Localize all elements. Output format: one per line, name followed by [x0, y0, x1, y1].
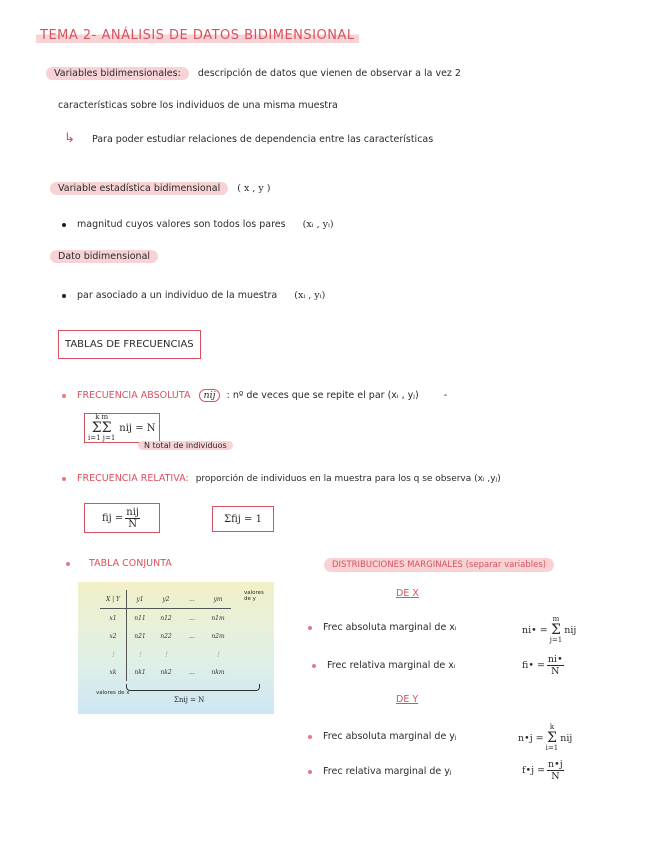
- sum-top: k: [549, 723, 555, 731]
- x-rel-text: Frec relativa marginal de xᵢ: [327, 660, 456, 671]
- freq-abs-line: [62, 390, 447, 401]
- x-abs-line: [308, 622, 457, 633]
- table-header-row: [100, 590, 231, 609]
- freq-rel-label: FRECUENCIA RELATIVA:: [77, 473, 189, 484]
- table-cell: y1: [127, 590, 154, 609]
- table-cell: X | Y: [100, 590, 127, 609]
- table-cell: n22: [160, 632, 172, 640]
- y-rel-den: N: [551, 771, 560, 782]
- variable-bullet-text: magnitud cuyos valores son todos los pares: [77, 219, 286, 230]
- y-rel-formula: [522, 759, 566, 782]
- table-row: [100, 645, 231, 663]
- freq-abs-desc: : nº de veces que se repite el par (xᵢ , yⱼ): [226, 390, 419, 401]
- table-cell: n21: [134, 632, 146, 640]
- bullet-icon: [66, 562, 70, 566]
- table-cell: n11: [134, 614, 146, 622]
- table-row: [100, 609, 231, 628]
- page-title: TEMA 2- ANÁLISIS DE DATOS BIDIMENSIONAL: [36, 28, 359, 43]
- variable-bullet: [62, 219, 334, 230]
- table-note-left: valores de x: [96, 690, 130, 696]
- dato-heading-line: [50, 251, 158, 262]
- y-rel-fraction: [547, 759, 564, 782]
- freq-rel-fraction: [125, 507, 140, 530]
- bullet-icon: [62, 294, 66, 298]
- bullet-icon: [308, 735, 312, 739]
- freq-abs-dash: -: [443, 390, 448, 401]
- table-cell: n12: [160, 614, 172, 622]
- dato-bullet-math: (xᵢ , yᵢ): [294, 290, 326, 301]
- y-abs-text: Frec absoluta marginal de yⱼ: [323, 731, 457, 742]
- sigma-icon: Σ: [551, 622, 561, 638]
- freq-rel-num: nij: [126, 506, 140, 518]
- x-abs-text: Frec absoluta marginal de xᵢ: [323, 622, 457, 633]
- x-rel-num: ni•: [547, 654, 563, 665]
- table-cell: ...: [179, 590, 205, 609]
- x-rel-den: N: [551, 666, 560, 677]
- brace-line: [126, 684, 260, 691]
- joint-table-image: [78, 582, 274, 714]
- y-rel-lhs: f•j =: [522, 765, 546, 776]
- table-cell: ⋮: [163, 650, 169, 658]
- sum-top: m: [552, 615, 560, 623]
- tablas-heading-box: TABLAS DE FRECUENCIAS: [58, 330, 201, 359]
- sigma-icon: ΣΣ: [91, 420, 112, 436]
- x-rel-fraction: [547, 654, 564, 677]
- freq-rel-den: N: [128, 518, 138, 530]
- dato-heading: Dato bidimensional: [50, 250, 158, 263]
- freq-rel-desc: proporción de individuos en la muestra para los q se observa (xᵢ ,yⱼ): [195, 474, 501, 484]
- dato-bullet-text: par asociado a un individuo de la muestra: [77, 290, 278, 301]
- intro-text-1: descripción de datos que vienen de observar a la vez 2: [197, 68, 461, 79]
- intro-arrow-line: [64, 131, 433, 146]
- freq-rel-formula-box: [84, 503, 160, 533]
- table-cell: x2: [100, 627, 127, 645]
- table-cell: nk1: [134, 668, 146, 676]
- y-rel-num: n•j: [548, 759, 563, 770]
- x-rel-lhs: fi• =: [522, 660, 545, 671]
- arrow-icon: ↳: [64, 131, 75, 146]
- y-abs-formula: [518, 724, 572, 752]
- sum-bottom: j=1: [549, 636, 563, 644]
- freq-rel-line: [62, 473, 501, 484]
- table-cell: ⋮: [100, 645, 127, 663]
- freq-abs-note: N total de individuos: [138, 441, 233, 450]
- tabla-conjunta-label: TABLA CONJUNTA: [89, 558, 172, 569]
- de-y-heading: DE Y: [396, 694, 419, 705]
- sum-bottom: i=1: [545, 744, 559, 752]
- sum-operator: [546, 724, 559, 752]
- bullet-icon: [62, 394, 66, 398]
- variable-heading-line: [50, 183, 271, 194]
- table-cell: ...: [189, 632, 195, 640]
- table-cell: n1m: [211, 614, 225, 622]
- table-cell: nk2: [160, 668, 172, 676]
- x-rel-line: [312, 660, 456, 671]
- y-rel-line: [308, 766, 452, 777]
- table-cell: ym: [205, 590, 231, 609]
- de-x-heading: DE X: [396, 588, 419, 599]
- variable-heading: Variable estadística bidimensional: [50, 182, 228, 195]
- freq-rel-f-left: fij =: [101, 512, 124, 524]
- table-row: [100, 663, 231, 681]
- y-abs-line: [308, 731, 457, 742]
- marginales-heading: DISTRIBUCIONES MARGINALES (separar variables): [324, 558, 554, 572]
- bullet-icon: [308, 626, 312, 630]
- table-cell: xk: [100, 663, 127, 681]
- term-highlight: Variables bidimensionales:: [46, 67, 189, 80]
- table-cell: y2: [153, 590, 179, 609]
- table-cell: [179, 645, 205, 663]
- table-note-bottom: Σnij = N: [174, 696, 205, 704]
- table-note-right: valores de y: [244, 590, 264, 602]
- sigma-icon: Σ: [546, 730, 557, 746]
- bullet-icon: [62, 223, 66, 227]
- y-rel-text: Frec relativa marginal de yⱼ: [323, 766, 452, 777]
- table-cell: ...: [189, 614, 195, 622]
- table-cell: ⋮: [137, 650, 143, 658]
- table-row: [100, 627, 231, 645]
- table-cell: n2m: [211, 632, 225, 640]
- tabla-conjunta-line: [66, 558, 172, 569]
- sum-top: k m: [95, 413, 109, 421]
- freq-abs-label: FRECUENCIA ABSOLUTA: [77, 390, 191, 401]
- dato-bullet: [62, 290, 325, 301]
- freq-rel-sum-box: Σfij = 1: [212, 506, 274, 532]
- bullet-icon: [62, 477, 66, 481]
- intro-line-1: [46, 68, 461, 79]
- arrow-text: Para poder estudiar relaciones de dependencia entre las características: [91, 134, 434, 145]
- x-abs-term: nij: [564, 624, 577, 636]
- double-sum: [88, 414, 115, 442]
- bullet-icon: [312, 664, 316, 668]
- x-abs-lhs: ni• =: [522, 624, 548, 636]
- table-cell: ...: [189, 668, 195, 676]
- table-cell: nkm: [211, 668, 225, 676]
- variable-bullet-math: (xᵢ , yᵢ): [302, 219, 334, 230]
- y-abs-lhs: n•j =: [518, 732, 544, 744]
- table-cell: ⋮: [215, 650, 221, 658]
- freq-abs-sum-expr: nij = N: [119, 422, 156, 434]
- bullet-icon: [308, 770, 312, 774]
- sum-operator: [550, 616, 563, 644]
- freq-abs-symbol: nij: [199, 389, 219, 402]
- x-rel-formula: [522, 654, 566, 677]
- variable-pair: ( x , y ): [237, 183, 271, 194]
- intro-line-2: características sobre los individuos de una misma muestra: [58, 100, 338, 111]
- y-abs-term: nij: [560, 732, 573, 744]
- freq-abs-sum-box: [84, 413, 160, 443]
- x-abs-formula: [522, 616, 576, 644]
- sum-bottom: i=1 j=1: [88, 434, 116, 442]
- joint-table: [100, 590, 231, 681]
- table-cell: x1: [100, 609, 127, 628]
